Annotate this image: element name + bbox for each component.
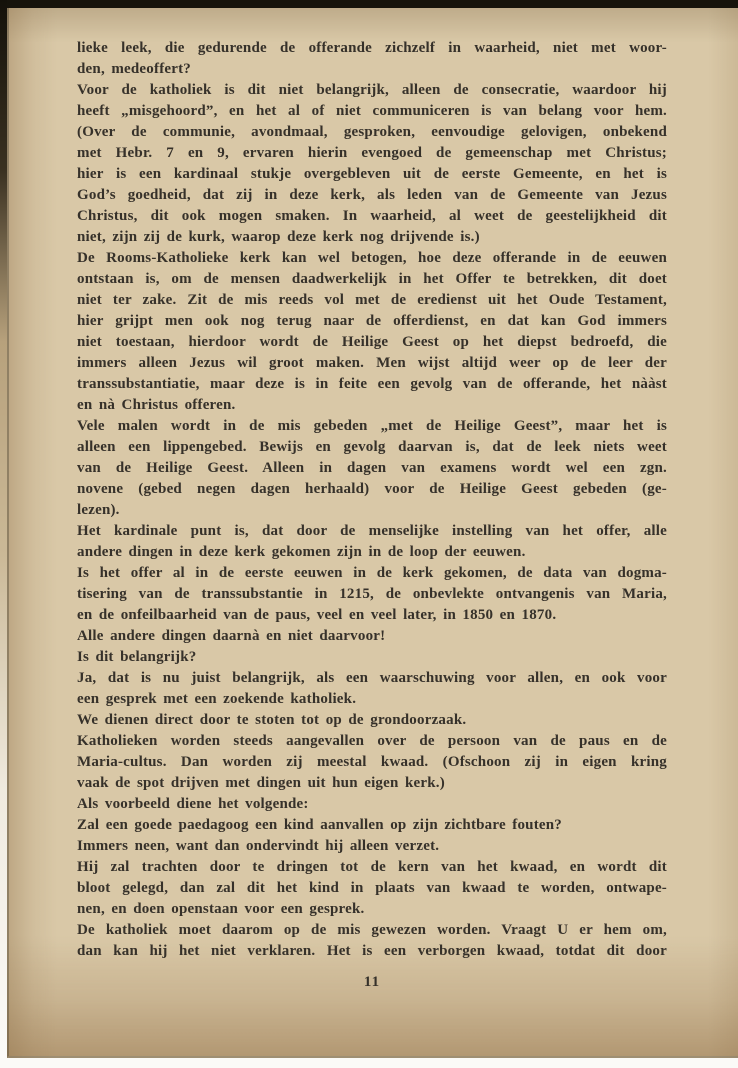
text-line: Als voorbeeld diene het volgende: xyxy=(77,796,309,812)
text-line: Het kardinale punt is, dat door de menselijke instelling van het offer, alle xyxy=(77,523,667,539)
text-line: nen, en doen openstaan voor een gesprek. xyxy=(77,901,365,917)
text-line: bloot gelegd, dan zal dit het kind in plaats van kwaad te worden, ontwape- xyxy=(77,880,667,896)
text-line: immers alleen Jezus wil groot maken. Men wijst altijd weer op de leer der xyxy=(77,355,667,371)
text-block xyxy=(77,38,667,962)
text-line: niet, zijn zij de kurk, waarop deze kerk nog drijvende is.) xyxy=(77,229,480,245)
text-line: Hij zal trachten door te dringen tot de kern van het kwaad, en wordt dit xyxy=(77,859,667,875)
text-line: Is het offer al in de eerste eeuwen in de kerk gekomen, de data van dogma- xyxy=(77,565,667,581)
text-line: transsubstantiatie, maar deze is in feite een gevolg van de offerande, het nààst xyxy=(77,376,667,392)
text-line: De katholiek moet daarom op de mis gewezen worden. Vraagt U er hem om, xyxy=(77,922,667,938)
text-line: God’s goedheid, dat zij in deze kerk, als leden van de Gemeente van Jezus xyxy=(77,187,667,203)
text-line: hier is een kardinaal stukje overgebleven uit de eerste Gemeente, en het is xyxy=(77,166,667,182)
text-line: niet ter zake. Zit de mis reeds vol met de eredienst uit het Oude Testament, xyxy=(77,292,667,308)
text-line: tisering van de transsubstantie in 1215, de onbevlekte ontvangenis van Maria, xyxy=(77,586,667,602)
text-line: novene (gebed negen dagen herhaald) voor de Heilige Geest gebeden (ge- xyxy=(77,481,667,497)
text-line: heeft „misgehoord”, en het al of niet communiceren is van belang voor hem. xyxy=(77,103,667,119)
scan-edge-left xyxy=(0,0,7,1068)
text-line: Is dit belangrijk? xyxy=(77,649,197,665)
text-line: niet toestaan, hierdoor wordt de Heilige Geest op het diepst bedroefd, die xyxy=(77,334,667,350)
text-line: Vele malen wordt in de mis gebeden „met de Heilige Geest”, maar het is xyxy=(77,418,667,434)
text-line: Immers neen, want dan ondervindt hij alleen verzet. xyxy=(77,838,440,854)
page-number: 11 xyxy=(363,974,381,990)
text-line: Maria-cultus. Dan worden zij meestal kwaad. (Ofschoon zij in eigen kring xyxy=(77,754,667,770)
text-line: den, medeoffert? xyxy=(77,61,191,77)
text-line: alleen een lippengebed. Bewijs en gevolg daarvan is, dat de leek niets weet xyxy=(77,439,667,455)
text-line: Zal een goede paedagoog een kind aanvallen op zijn zichtbare fouten? xyxy=(77,817,563,833)
text-line: vaak de spot drijven met dingen uit hun eigen kerk.) xyxy=(77,775,445,791)
scan-edge-top xyxy=(0,0,738,8)
text-line: Katholieken worden steeds aangevallen over de persoon van de paus en de xyxy=(77,733,667,749)
text-line: hier grijpt men ook nog terug naar de offerdienst, en dat kan God immers xyxy=(77,313,667,329)
scan-edge-bottom xyxy=(0,1058,738,1068)
text-line: andere dingen in deze kerk gekomen zijn in de loop der eeuwen. xyxy=(77,544,526,560)
text-line: een gesprek met een zoekende katholiek. xyxy=(77,691,357,707)
text-line: lieke leek, die gedurende de offerande zichzelf in waarheid, niet met woor- xyxy=(77,40,667,56)
text-line: (Over de communie, avondmaal, gesproken, eenvoudige gelovigen, onbekend xyxy=(77,124,667,140)
text-line: en nà Christus offeren. xyxy=(77,397,236,413)
text-line: We dienen direct door te stoten tot op de grondoorzaak. xyxy=(77,712,467,728)
text-line: Alle andere dingen daarnà en niet daarvoor! xyxy=(77,628,386,644)
text-line: De Rooms-Katholieke kerk kan wel betogen, hoe deze offerande in de eeuwen xyxy=(77,250,667,266)
text-line: van de Heilige Geest. Alleen in dagen van examens wordt wel een zgn. xyxy=(77,460,667,476)
text-line: Voor de katholiek is dit niet belangrijk, alleen de consecratie, waardoor hij xyxy=(77,82,667,98)
text-line: Christus, dit ook mogen smaken. In waarheid, al weet de geestelijkheid dit xyxy=(77,208,667,224)
text-line: en de onfeilbaarheid van de paus, veel en veel later, in 1850 en 1870. xyxy=(77,607,557,623)
text-line: dan kan hij het niet verklaren. Het is een verborgen kwaad, totdat dit door xyxy=(77,943,667,959)
text-line: Ja, dat is nu juist belangrijk, als een waarschuwing voor allen, en ook voor xyxy=(77,670,667,686)
text-line: lezen). xyxy=(77,502,120,518)
text-line: ontstaan is, om de mensen daadwerkelijk in het Offer te betrekken, dit doet xyxy=(77,271,667,287)
book-page xyxy=(7,8,738,1058)
text-line: met Hebr. 7 en 9, ervaren hierin evengoed de gemeenschap met Christus; xyxy=(77,145,667,161)
